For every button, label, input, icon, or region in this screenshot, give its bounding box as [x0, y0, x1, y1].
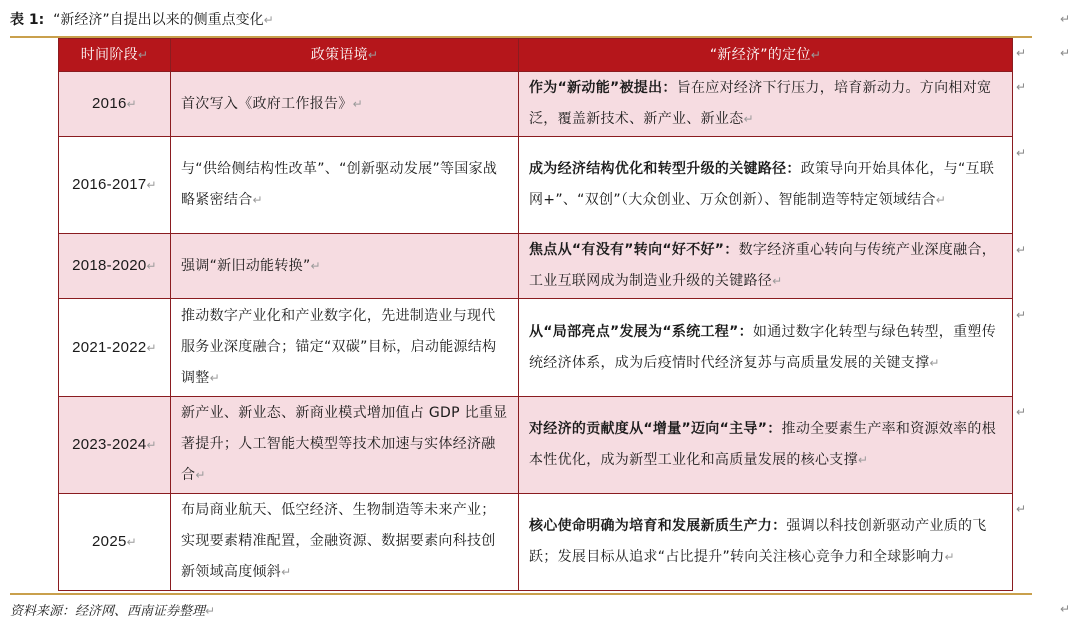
bottom-rule	[10, 593, 1032, 595]
position-cell: 从“局部亮点”发展为“系统工程”：如通过数字化转型与绿色转型，重塑传统经济体系，成为后疫情时代经济复苏与高质量发展的关键支撑↵	[519, 299, 1013, 396]
table-row	[59, 72, 1013, 137]
position-cell: 焦点从“有没有”转向“好不好”：数字经济重心转向与传统产业深度融合，工业互联网成为制造业升级的关键路径↵	[519, 234, 1013, 299]
table-header-row	[59, 39, 1013, 72]
header-period: 时间阶段↵	[59, 39, 171, 72]
period-cell: 2018-2020↵	[59, 234, 171, 299]
caption-title: “新经济”自提出以来的侧重点变化	[53, 12, 264, 28]
position-cell: 对经济的贡献度从“增量”迈向“主导”：推动全要素生产率和资源效率的根本性优化，成为新型工业化和高质量发展的核心支撑↵	[519, 396, 1013, 493]
period-cell: 2025↵	[59, 493, 171, 590]
return-mark: ↵	[1060, 12, 1071, 26]
position-cell: 作为“新动能”被提出：旨在应对经济下行压力，培育新动力。方向相对宽泛，覆盖新技术、新产业、新业态↵	[519, 72, 1013, 137]
return-mark: ↵	[1016, 308, 1027, 322]
table-row	[59, 493, 1013, 590]
period-cell: 2016↵	[59, 72, 171, 137]
position-cell: 核心使命明确为培育和发展新质生产力：强调以科技创新驱动产业质的飞跃；发展目标从追求“占比提升”转向关注核心竞争力和全球影响力↵	[519, 493, 1013, 590]
context-cell: 推动数字产业化和产业数字化，先进制造业与现代服务业深度融合；锚定“双碳”目标，启动能源结构调整↵	[171, 299, 519, 396]
return-mark: ↵	[1016, 46, 1027, 60]
return-mark: ↵	[263, 13, 274, 27]
table-caption	[10, 10, 1040, 30]
return-mark: ↵	[1060, 46, 1071, 60]
table-row	[59, 137, 1013, 234]
table-row	[59, 234, 1013, 299]
context-cell: 与“供给侧结构性改革”、“创新驱动发展”等国家战略紧密结合↵	[171, 137, 519, 234]
table-row	[59, 396, 1013, 493]
return-mark: ↵	[1016, 146, 1027, 160]
return-mark: ↵	[1016, 80, 1027, 94]
period-cell: 2021-2022↵	[59, 299, 171, 396]
context-cell: 新产业、新业态、新商业模式增加值占 GDP 比重显著提升；人工智能大模型等技术加速与实体经济融合↵	[171, 396, 519, 493]
context-cell: 强调“新旧动能转换”↵	[171, 234, 519, 299]
table-row	[59, 299, 1013, 396]
return-mark: ↵	[1016, 243, 1027, 257]
policy-table	[58, 38, 1013, 591]
position-cell: 成为经济结构优化和转型升级的关键路径：政策导向开始具体化，与“互联网+”、“双创”（大众创业、万众创新）、智能制造等特定领域结合↵	[519, 137, 1013, 234]
context-cell: 首次写入《政府工作报告》↵	[171, 72, 519, 137]
caption-label: 表 1:	[10, 12, 45, 28]
return-mark: ↵	[1016, 502, 1027, 516]
source-note: 资料来源：经济网、西南证券整理↵	[10, 604, 216, 619]
period-cell: 2023-2024↵	[59, 396, 171, 493]
header-context: 政策语境↵	[171, 39, 519, 72]
return-mark: ↵	[1060, 602, 1071, 616]
context-cell: 布局商业航天、低空经济、生物制造等未来产业；实现要素精准配置，金融资源、数据要素向科技创新领域高度倾斜↵	[171, 493, 519, 590]
return-mark: ↵	[1016, 405, 1027, 419]
header-position: “新经济”的定位↵	[519, 39, 1013, 72]
period-cell: 2016-2017↵	[59, 137, 171, 234]
